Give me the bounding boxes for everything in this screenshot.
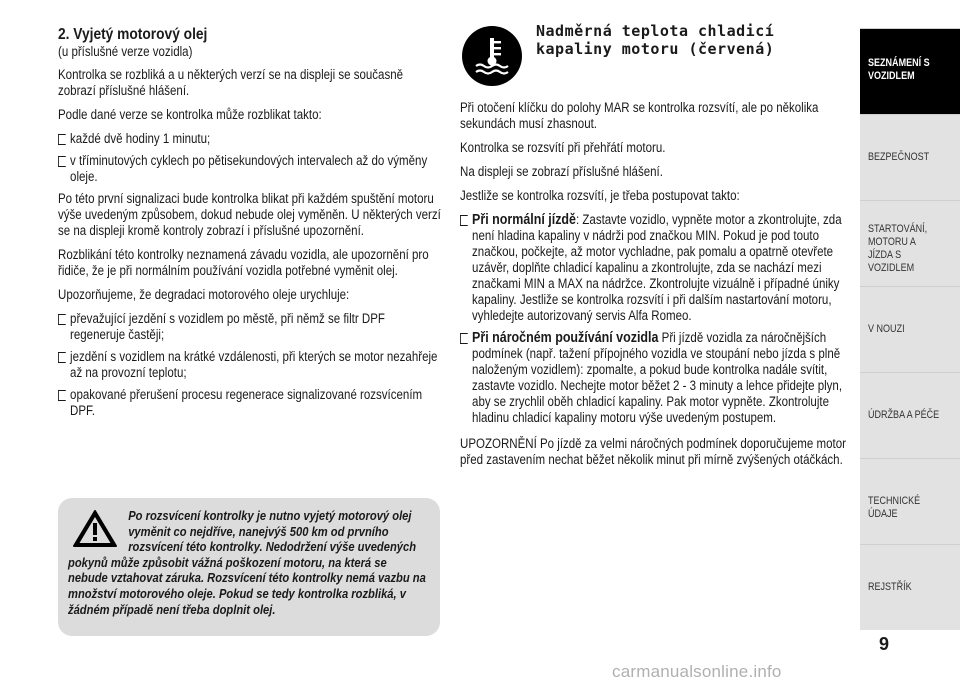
warning-text: Po rozsvícení kontrolky je nutno vyjetý motorový olej vyměnit co nejdříve, nanejvýš 500 km od prvního rozsvícení této kontrolky. Nedodržení výše uvedených pokynů může způsobit vážná poškození motoru, na která se nebude vztahovat záruka. Rozsvícení této kontrolky nemá vazbu na množství motorového oleje. Pokud se tedy kontrolka rozbliká, v žádném případě není třeba doplnit olej. <box>68 508 426 617</box>
tab-rejstrik[interactable]: REJSTŘÍK <box>860 544 960 630</box>
list-item: opakované přerušení procesu regenerace signalizované rozsvícením DPF. <box>58 387 441 419</box>
section-heading-oil: 2. Vyjetý motorový olej <box>58 26 208 43</box>
bullet-box-icon <box>58 134 66 143</box>
tab-startovani[interactable]: STARTOVÁNÍ, MOTORU A JÍZDA S VOZIDLEM <box>860 200 960 286</box>
chapter-sidebar <box>860 28 960 628</box>
list-item: každé dvě hodiny 1 minutu; <box>58 131 441 147</box>
paragraph: Kontrolka se rozsvítí při přehřátí motoru. <box>460 140 666 155</box>
paragraph: Upozorňujeme, že degradaci motorového oleje urychluje: <box>58 287 350 302</box>
paragraph: Při otočení klíčku do polohy MAR se kontrolka rozsvítí, ale po několika sekundách musí zhasnout. <box>460 100 819 131</box>
bullet-box-icon <box>460 215 468 224</box>
tab-udrzba[interactable]: ÚDRŽBA A PÉČE <box>860 372 960 458</box>
paragraph: Jestliže se kontrolka rozsvítí, je třeba postupovat takto: <box>460 188 740 203</box>
warning-box <box>58 498 440 636</box>
paragraph: Podle dané verze se kontrolka může rozblikat takto: <box>58 107 322 122</box>
paragraph: Rozblikání této kontrolky neznamená závadu vozidla, ale upozornění pro řidiče, že je při normálním používání vozidla potřebné vyměnit olej. <box>58 247 429 278</box>
paragraph: Po této první signalizaci bude kontrolka blikat při každém spuštění motoru výše uvedeným způsobem, dokud nebude olej vyměněn. U některých verzí se na displeji kromě kontroly zobrazí i příslušné upozornění. <box>58 191 441 238</box>
paragraph: Kontrolka se rozbliká a u některých verzí se na displeji se současně zobrazí příslušné hlášení. <box>58 67 404 98</box>
list-item: Při náročném používání vozidla Při jízdě vozidla za náročnějších podmínek (např. tažení přípojného vozidla ve stoupání nebo jízda s plně naloženým vozidlem): zpomalte, a pokud bude kontrolka nadále svítit, zastavte vozidlo. Nechejte motor běžet 2 - 3 minuty a lehce přidejte plyn, aby se zrychlil oběh chladicí kapaliny. Pak motor vypněte. Zkontrolujte hladinu chladicí kapaliny motoru výše uvedeným postupem. <box>460 330 851 426</box>
bullet-box-icon <box>58 156 66 165</box>
section-title-coolant: Nadměrná teplota chladicí kapaliny motoru (červená) <box>536 22 775 58</box>
list-item: Při normální jízdě: Zastavte vozidlo, vypněte motor a zkontrolujte, zda není hladina kapaliny v nádrži pod značkou MIN. Pokud je pod touto značkou, počkejte, až motor vychladne, pak pomalu a opatrně otevřete uzávěr, doplňte chladicí kapalinu a zkontrolujte, zda se nachází mezi značkami MIN a MAX na nádržce. Zkontrolujte vizuálně i případné úniky kapaliny. Jestliže se kontrolka rozsvítí i při dalším nastartování motoru, vyhledejte autorizovaný servis Alfa Romeo. <box>460 212 851 324</box>
paragraph: UPOZORNĚNÍ Po jízdě za velmi náročných podmínek doporučujeme motor před zastavením nechat běžet několik minut při mírně zvýšených otáčkách. <box>460 436 846 467</box>
tab-seznameni[interactable]: SEZNÁMENÍ S VOZIDLEM <box>860 28 960 114</box>
right-column <box>460 100 852 476</box>
list-item: jezdění s vozidlem na krátké vzdálenosti, při kterých se motor nezahřeje až na provozní teplotu; <box>58 349 441 381</box>
bullet-box-icon <box>58 314 66 323</box>
watermark-text: carmanualsonline.info <box>612 662 782 681</box>
coolant-temperature-icon <box>462 26 522 86</box>
tab-technicke-udaje[interactable]: TECHNICKÉ ÚDAJE <box>860 458 960 544</box>
paragraph: Na displeji se zobrazí příslušné hlášení. <box>460 164 663 179</box>
bullet-box-icon <box>460 333 468 342</box>
version-note: (u příslušné verze vozidla) <box>58 44 193 59</box>
list-item: v tříminutových cyklech po pětisekundových intervalech až do výměny oleje. <box>58 153 441 185</box>
bullet-box-icon <box>58 390 66 399</box>
left-column <box>58 26 442 425</box>
page-number: 9 <box>879 634 890 654</box>
list-item: převažující jezdění s vozidlem po městě, při němž se filtr DPF regeneruje častěji; <box>58 311 441 343</box>
tab-v-nouzi[interactable]: V NOUZI <box>860 286 960 372</box>
bullet-box-icon <box>58 352 66 361</box>
tab-bezpecnost[interactable]: BEZPEČNOST <box>860 114 960 200</box>
